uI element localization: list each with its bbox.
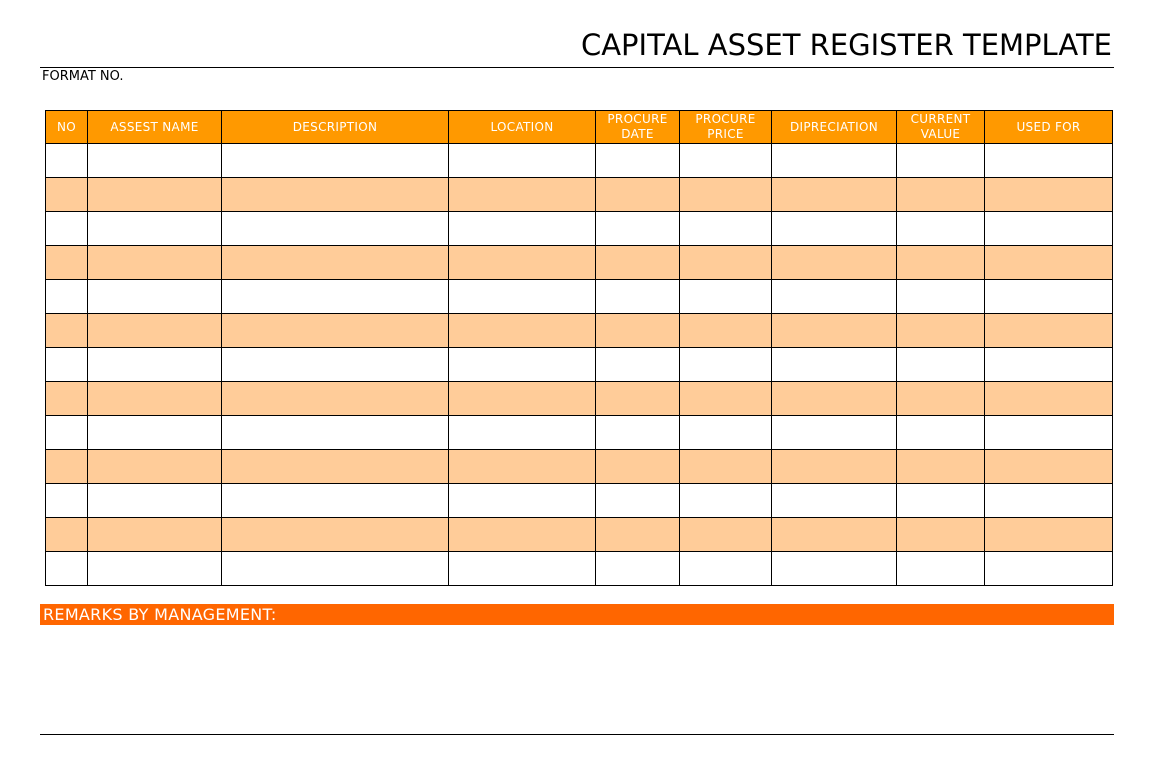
col-header-current-value: CURRENT VALUE xyxy=(897,111,985,144)
table-cell[interactable] xyxy=(222,348,449,382)
table-cell[interactable] xyxy=(222,144,449,178)
table-cell[interactable] xyxy=(449,246,596,280)
table-cell[interactable] xyxy=(596,518,680,552)
bottom-divider xyxy=(40,734,1114,735)
table-cell[interactable] xyxy=(449,450,596,484)
table-cell[interactable] xyxy=(46,552,88,586)
table-cell[interactable] xyxy=(596,416,680,450)
table-cell[interactable] xyxy=(772,280,897,314)
table-cell[interactable] xyxy=(897,178,985,212)
table-cell[interactable] xyxy=(897,314,985,348)
title-divider xyxy=(40,67,1114,68)
table-row xyxy=(46,382,1113,416)
table-cell[interactable] xyxy=(46,178,88,212)
table-cell[interactable] xyxy=(46,314,88,348)
table-cell[interactable] xyxy=(596,246,680,280)
table-cell[interactable] xyxy=(985,280,1113,314)
table-cell[interactable] xyxy=(449,178,596,212)
table-cell[interactable] xyxy=(897,212,985,246)
table-cell[interactable] xyxy=(596,212,680,246)
table-cell[interactable] xyxy=(88,552,222,586)
table-cell[interactable] xyxy=(596,552,680,586)
table-cell[interactable] xyxy=(449,314,596,348)
col-header-used-for: USED FOR xyxy=(985,111,1113,144)
table-row xyxy=(46,314,1113,348)
table-cell[interactable] xyxy=(897,280,985,314)
table-cell[interactable] xyxy=(88,484,222,518)
table-cell[interactable] xyxy=(88,314,222,348)
table-cell[interactable] xyxy=(772,246,897,280)
table-cell[interactable] xyxy=(985,552,1113,586)
table-cell[interactable] xyxy=(449,382,596,416)
table-cell[interactable] xyxy=(222,314,449,348)
table-cell[interactable] xyxy=(449,144,596,178)
table-cell[interactable] xyxy=(88,246,222,280)
table-cell[interactable] xyxy=(449,212,596,246)
table-cell[interactable] xyxy=(222,212,449,246)
table-cell[interactable] xyxy=(46,484,88,518)
table-row xyxy=(46,552,1113,586)
table-cell[interactable] xyxy=(772,144,897,178)
table-cell[interactable] xyxy=(449,518,596,552)
col-header-no: NO xyxy=(46,111,88,144)
table-cell[interactable] xyxy=(985,416,1113,450)
table-cell[interactable] xyxy=(222,484,449,518)
col-header-location: LOCATION xyxy=(449,111,596,144)
table-cell[interactable] xyxy=(596,280,680,314)
table-cell[interactable] xyxy=(88,518,222,552)
table-row xyxy=(46,416,1113,450)
table-cell[interactable] xyxy=(985,382,1113,416)
table-cell[interactable] xyxy=(772,450,897,484)
table-cell[interactable] xyxy=(897,382,985,416)
col-header-description: DESCRIPTION xyxy=(222,111,449,144)
asset-register-table xyxy=(45,110,1113,586)
table-cell[interactable] xyxy=(772,212,897,246)
table-cell[interactable] xyxy=(985,144,1113,178)
col-header-depreciation: DIPRECIATION xyxy=(772,111,897,144)
table-row xyxy=(46,484,1113,518)
table-cell[interactable] xyxy=(772,348,897,382)
table-cell[interactable] xyxy=(897,518,985,552)
col-header-procure-date: PROCURE DATE xyxy=(596,111,680,144)
table-cell[interactable] xyxy=(449,348,596,382)
table-cell[interactable] xyxy=(88,144,222,178)
table-cell[interactable] xyxy=(88,382,222,416)
table-cell[interactable] xyxy=(680,518,772,552)
table-cell[interactable] xyxy=(46,416,88,450)
table-cell[interactable] xyxy=(46,246,88,280)
table-row xyxy=(46,450,1113,484)
table-cell[interactable] xyxy=(88,280,222,314)
table-cell[interactable] xyxy=(222,518,449,552)
table-cell[interactable] xyxy=(897,552,985,586)
table-cell[interactable] xyxy=(222,552,449,586)
table-cell[interactable] xyxy=(985,314,1113,348)
table-cell[interactable] xyxy=(772,178,897,212)
table-cell[interactable] xyxy=(772,552,897,586)
table-cell[interactable] xyxy=(772,314,897,348)
table-cell[interactable] xyxy=(222,382,449,416)
table-cell[interactable] xyxy=(449,552,596,586)
table-cell[interactable] xyxy=(222,416,449,450)
table-cell[interactable] xyxy=(680,450,772,484)
remarks-header: REMARKS BY MANAGEMENT: xyxy=(40,604,1114,625)
table-cell[interactable] xyxy=(680,212,772,246)
table-cell[interactable] xyxy=(680,484,772,518)
table-cell[interactable] xyxy=(985,246,1113,280)
table-cell[interactable] xyxy=(46,144,88,178)
table-cell[interactable] xyxy=(46,212,88,246)
table-row xyxy=(46,348,1113,382)
table-cell[interactable] xyxy=(222,280,449,314)
header-row xyxy=(46,111,1113,144)
page-title: CAPITAL ASSET REGISTER TEMPLATE xyxy=(580,28,1112,62)
table-cell[interactable] xyxy=(222,246,449,280)
table-row xyxy=(46,144,1113,178)
table-body xyxy=(46,144,1113,586)
table-cell[interactable] xyxy=(680,144,772,178)
table-cell[interactable] xyxy=(449,484,596,518)
table-cell[interactable] xyxy=(88,178,222,212)
table-cell[interactable] xyxy=(985,178,1113,212)
table-cell[interactable] xyxy=(449,280,596,314)
table-row xyxy=(46,212,1113,246)
table-cell[interactable] xyxy=(596,450,680,484)
table-cell[interactable] xyxy=(985,348,1113,382)
table-cell[interactable] xyxy=(222,450,449,484)
table-cell[interactable] xyxy=(985,450,1113,484)
table-cell[interactable] xyxy=(449,416,596,450)
table-cell[interactable] xyxy=(985,212,1113,246)
table-row xyxy=(46,280,1113,314)
table-cell[interactable] xyxy=(772,484,897,518)
table-cell[interactable] xyxy=(46,382,88,416)
table-cell[interactable] xyxy=(88,450,222,484)
table-cell[interactable] xyxy=(46,348,88,382)
table-cell[interactable] xyxy=(46,280,88,314)
table-cell[interactable] xyxy=(680,416,772,450)
table-cell[interactable] xyxy=(222,178,449,212)
table-cell[interactable] xyxy=(46,518,88,552)
table-cell[interactable] xyxy=(985,518,1113,552)
format-number-label: FORMAT NO. xyxy=(42,69,124,84)
table-cell[interactable] xyxy=(88,348,222,382)
table-cell[interactable] xyxy=(596,382,680,416)
table-cell[interactable] xyxy=(680,348,772,382)
table-cell[interactable] xyxy=(46,450,88,484)
table-cell[interactable] xyxy=(897,348,985,382)
table-cell[interactable] xyxy=(596,314,680,348)
table-cell[interactable] xyxy=(680,280,772,314)
table-cell[interactable] xyxy=(772,382,897,416)
table-cell[interactable] xyxy=(985,484,1113,518)
table-cell[interactable] xyxy=(897,246,985,280)
table-cell[interactable] xyxy=(897,450,985,484)
table-cell[interactable] xyxy=(596,144,680,178)
table-cell[interactable] xyxy=(772,518,897,552)
table-cell[interactable] xyxy=(897,144,985,178)
table-cell[interactable] xyxy=(596,178,680,212)
table-cell[interactable] xyxy=(88,212,222,246)
table-cell[interactable] xyxy=(680,178,772,212)
table-cell[interactable] xyxy=(680,314,772,348)
table-cell[interactable] xyxy=(680,552,772,586)
table-cell[interactable] xyxy=(596,348,680,382)
table-cell[interactable] xyxy=(680,246,772,280)
table-row xyxy=(46,246,1113,280)
table-cell[interactable] xyxy=(897,484,985,518)
col-header-asset-name: ASSEST NAME xyxy=(88,111,222,144)
table-row xyxy=(46,178,1113,212)
table-cell[interactable] xyxy=(680,382,772,416)
table-cell[interactable] xyxy=(596,484,680,518)
table-cell[interactable] xyxy=(897,416,985,450)
table-cell[interactable] xyxy=(88,416,222,450)
table-row xyxy=(46,518,1113,552)
table-cell[interactable] xyxy=(772,416,897,450)
col-header-procure-price: PROCURE PRICE xyxy=(680,111,772,144)
